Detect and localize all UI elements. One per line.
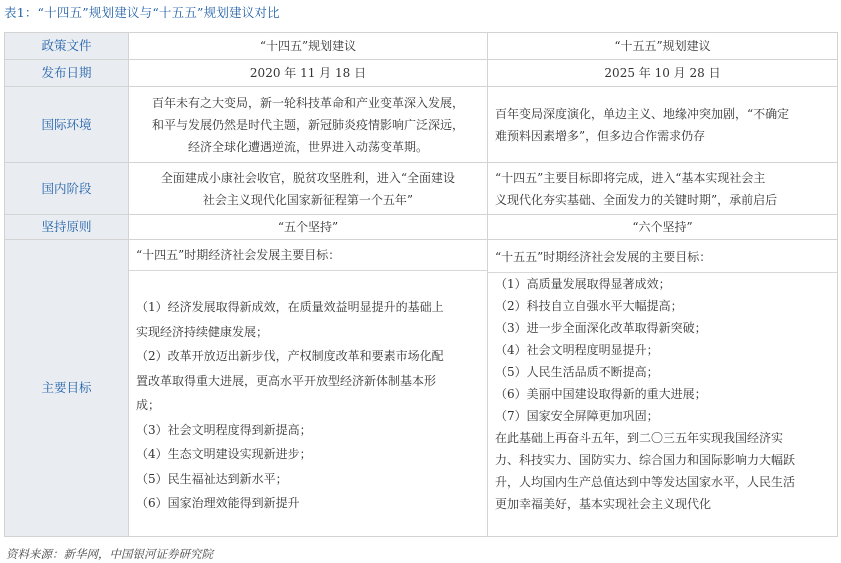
text-line: 难预料因素增多”，但多边合作需求仍存 (495, 128, 706, 143)
goal-item: （3）进一步全面深化改革取得新突破； (495, 321, 707, 335)
goals-15th-title: “十五五”时期经济社会发展的主要目标： (495, 250, 712, 264)
text-line: 义现代化夯实基础、全面发力的关键时期”，承前启后 (495, 192, 778, 207)
header-policy-label: 政策文件 (5, 33, 129, 60)
row-main-goals (5, 240, 838, 537)
row-domestic-stage (5, 163, 838, 215)
goal-item: 在此基础上再奋斗五年，到二〇三五年实现我国经济实 (495, 431, 784, 445)
release-date-14th: 2020 年 11 月 18 日 (129, 60, 488, 87)
header-15th-plan: “十五五”规划建议 (488, 33, 838, 60)
source-note: 资料来源：新华网，中国银河证券研究院 (6, 547, 213, 561)
text-line: 百年未有之大变局，新一轮科技革命和产业变革深入发展， (151, 95, 464, 110)
goal-item: （2）改革开放迈出新步伐，产权制度改革和要素市场化配 (136, 349, 444, 363)
goal-item: 更加幸福美好，基本实现社会主义现代化 (495, 497, 712, 511)
goal-item: （3）社会文明程度得到新提高； (136, 422, 312, 437)
text-line: 百年变局深度演化，单边主义、地缘冲突加剧，“不确定 (495, 106, 790, 121)
principles-label: 坚持原则 (5, 215, 129, 240)
international-env-15th (488, 87, 838, 163)
main-goals-15th (488, 240, 838, 537)
main-goals-label: 主要目标 (5, 240, 129, 537)
goals-14th-title: “十四五”时期经济社会发展主要目标： (136, 248, 341, 262)
goal-item: 升，人均国内生产总值达到中等发达国家水平，人民生活 (495, 475, 796, 489)
principles-14th: “五个坚持” (129, 215, 488, 240)
release-date-label: 发布日期 (5, 60, 129, 87)
domestic-stage-15th (488, 163, 838, 215)
text-line: 全面建成小康社会收官，脱贫攻坚胜利，进入“全面建设 (160, 170, 456, 185)
goal-item: （1）高质量发展取得显著成效； (495, 277, 671, 291)
goal-item: （4）社会文明程度明显提升； (495, 343, 659, 357)
goal-item: （2）科技自立自强水平大幅提高； (495, 299, 683, 313)
main-goals-14th (129, 240, 488, 537)
goal-item: 成； (136, 398, 161, 412)
goal-item: （7）国家安全屏障更加巩固； (495, 409, 659, 423)
comparison-table (4, 32, 838, 537)
goal-item: （1）经济发展取得新成效，在质量效益明显提升的基础上 (136, 300, 444, 314)
goal-item: （6）美丽中国建设取得新的重大进展； (495, 387, 707, 401)
table-header-row (5, 33, 838, 60)
domestic-stage-14th (129, 163, 488, 215)
international-env-label: 国际环境 (5, 87, 129, 163)
goal-item: 置改革取得重大进展，更高水平开放型经济新体制基本形 (136, 373, 437, 388)
international-env-14th (129, 87, 488, 163)
text-line: 经济全球化遭遇逆流，世界进入动荡变革期。 (187, 139, 428, 154)
row-release-date (5, 60, 838, 87)
goal-item: （5）民生福祉达到新水平； (136, 471, 288, 486)
row-principles (5, 215, 838, 240)
goal-item: （6）国家治理效能得到新提升 (136, 496, 300, 510)
row-international-env (5, 87, 838, 163)
domestic-stage-label: 国内阶段 (5, 163, 129, 215)
goal-item: 实现经济持续健康发展； (136, 324, 269, 339)
text-line: 社会主义现代化国家新征程第一个五年” (202, 192, 414, 207)
goal-item: 力、科技实力、国防实力、综合国力和国际影响力大幅跃 (495, 453, 796, 467)
text-line: “十四五”主要目标即将完成，进入“基本实现社会主 (495, 170, 766, 185)
principles-15th: “六个坚持” (488, 215, 838, 240)
text-line: 和平与发展仍然是时代主题，新冠肺炎疫情影响广泛深远， (151, 117, 464, 132)
release-date-15th: 2025 年 10 月 28 日 (488, 60, 838, 87)
goal-item: （5）人民生活品质不断提高； (495, 365, 659, 379)
goal-item: （4）生态文明建设实现新进步； (136, 447, 312, 461)
table-caption: 表1：“十四五”规划建议与“十五五”规划建议对比 (4, 5, 280, 20)
header-14th-plan: “十四五”规划建议 (129, 33, 488, 60)
